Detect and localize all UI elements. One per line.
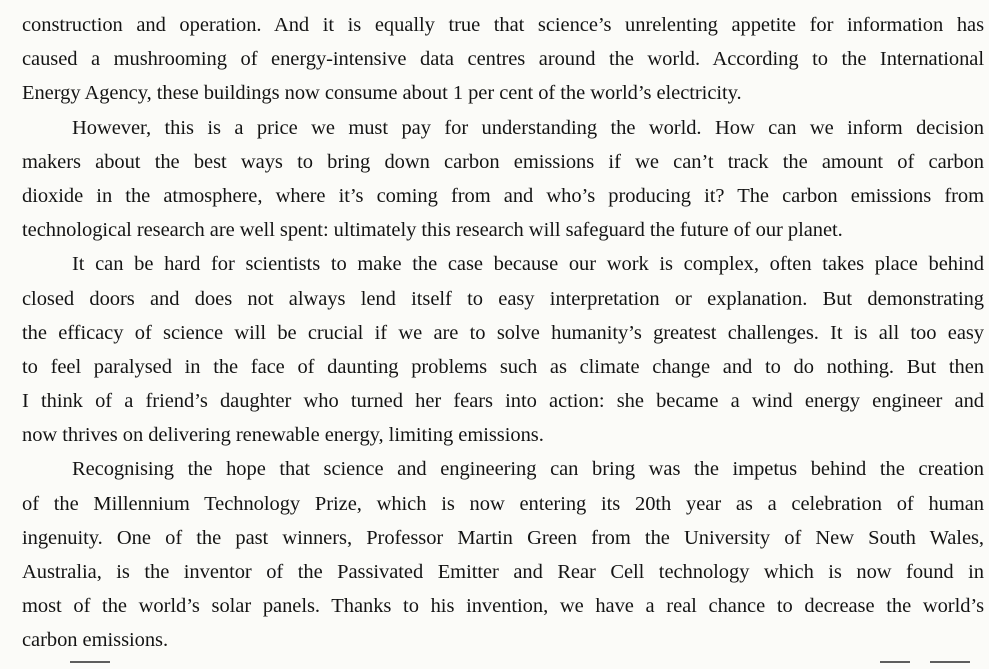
text-line: Australia, is the inventor of the Passivated Emitter and Rear Cell technology which is now found in bbox=[22, 561, 984, 583]
text-line: However, this is a price we must pay for understanding the world. How can we inform decision bbox=[72, 116, 984, 139]
text-line: closed doors and does not always lend itself to easy interpretation or explanation. But demonstrating bbox=[22, 287, 984, 310]
text-line: construction and operation. And it is equally true that science’s unrelenting appetite for information has bbox=[22, 14, 984, 36]
text-line: caused a mushrooming of energy-intensive data centres around the world. According to the International bbox=[22, 48, 984, 71]
text-line: most of the world’s solar panels. Thanks to his invention, we have a real chance to decrease the world’s bbox=[22, 595, 984, 618]
text-line: I think of a friend’s daughter who turned her fears into action: she became a wind energy engineer and bbox=[22, 390, 984, 413]
text-line: to feel paralysed in the face of daunting problems such as climate change and to do nothing. But then bbox=[22, 355, 984, 378]
article-body bbox=[22, 8, 984, 658]
cropped-next-line bbox=[0, 655, 989, 669]
text-line: ingenuity. One of the past winners, Professor Martin Green from the University of New South Wales, bbox=[22, 526, 984, 549]
text-line: now thrives on delivering renewable energy, limiting emissions. bbox=[22, 424, 544, 447]
text-line: Recognising the hope that science and engineering can bring was the impetus behind the creation bbox=[72, 458, 984, 481]
text-line: of the Millennium Technology Prize, which is now entering its 20th year as a celebration of human bbox=[22, 492, 984, 515]
text-line: dioxide in the atmosphere, where it’s coming from and who’s producing it? The carbon emissions from bbox=[22, 184, 984, 207]
text-line: the efficacy of science will be crucial if we are to solve humanity’s greatest challenges. It is all too easy bbox=[22, 321, 984, 344]
text-line: carbon emissions. bbox=[22, 629, 169, 652]
text-line: technological research are well spent: ultimately this research will safeguard the future of our planet. bbox=[22, 219, 843, 242]
text-line: makers about the best ways to bring down carbon emissions if we can’t track the amount of carbon bbox=[22, 150, 984, 173]
text-line: It can be hard for scientists to make the case because our work is complex, often takes place behind bbox=[72, 253, 984, 276]
text-line: Energy Agency, these buildings now consume about 1 per cent of the world’s electricity. bbox=[22, 82, 742, 105]
